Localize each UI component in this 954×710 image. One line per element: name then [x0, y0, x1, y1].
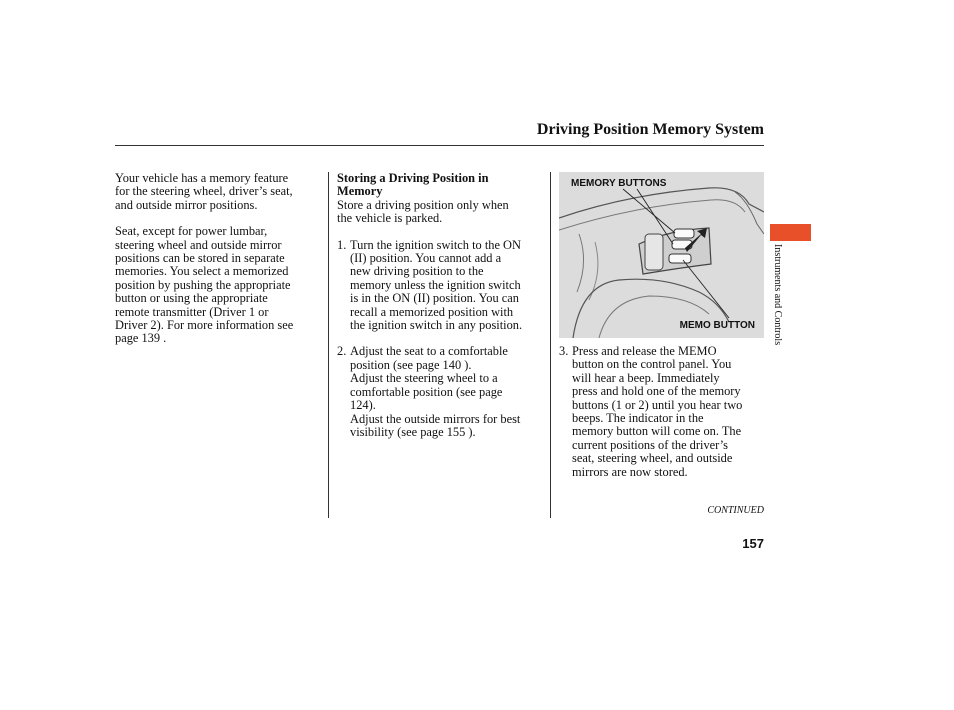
step-text: Turn the ignition switch to the ON (II) position. You cannot add a new driving position to the memory unless the ignition switch is in the ON (II) position. You can recall a memorized position with the ignition switch in any position. [350, 237, 523, 333]
section-intro: Store a driving position only when the vehicle is parked. [337, 197, 509, 226]
middle-column [337, 172, 545, 439]
door-panel-illustration [559, 172, 764, 338]
step-text: Adjust the seat to a comfortable position (see page 140 ). Adjust the steering wheel to a comfortable position (see page 124). Adjust the outside mirrors for best visibility (see page 155 ). [350, 344, 521, 439]
section-heading: Storing a Driving Position in Memory [337, 171, 489, 199]
intro-paragraph: Your vehicle has a memory feature for the steering wheel, driver’s seat, and outside mirror positions. [115, 171, 293, 212]
step-text: Press and release the MEMO button on the control panel. You will hear a beep. Immediately press and hold one of the memory buttons (1 or 2) until you hear two beeps. The indicator in the memory button will come on. The current positions of the driver’s seat, steering wheel, and outside mirrors are now stored. [572, 344, 743, 479]
memo-button-label: MEMO BUTTON [679, 320, 755, 331]
section-tab-label: Instruments and Controls [772, 244, 783, 346]
memory-buttons-label: MEMORY BUTTONS [571, 178, 667, 189]
step-1 [337, 239, 545, 333]
memory-paragraph: Seat, except for power lumbar, steering wheel and outside mirror positions can be stored in separate memories. You select a memorized position by pushing the appropriate button or using the appropriate remote transmitter (Driver 1 or Driver 2). For more information see page 139 . [115, 224, 294, 346]
step-number: 1. [337, 237, 347, 252]
memory-buttons-figure [559, 172, 764, 338]
step-3 [559, 345, 764, 479]
column-divider-left [328, 172, 329, 518]
right-column [559, 345, 764, 479]
title-rule [115, 145, 764, 146]
continued-note: CONTINUED [707, 505, 764, 516]
left-column [115, 172, 320, 346]
section-tab [770, 224, 811, 241]
column-divider-right [550, 172, 551, 518]
step-number: 3. [559, 344, 569, 358]
step-2 [337, 345, 545, 439]
page-number: 157 [742, 536, 764, 551]
page-title: Driving Position Memory System [536, 121, 764, 138]
step-number: 2. [337, 344, 347, 359]
